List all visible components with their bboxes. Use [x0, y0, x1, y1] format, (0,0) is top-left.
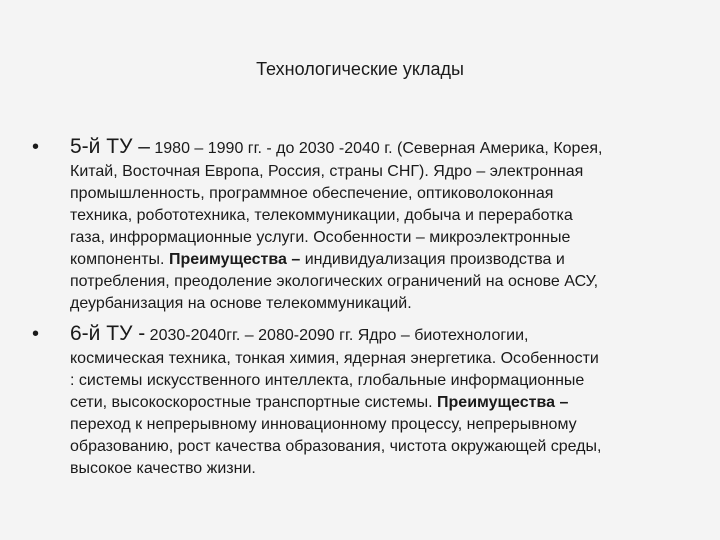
bullet-line-pre: компоненты.	[70, 251, 169, 268]
bullet-first-line	[70, 135, 602, 161]
bullet-line: техника, робототехника, телекоммуникации, добыча и переработка	[70, 207, 573, 224]
bullet-line-post: индивидуализация производства и	[300, 251, 565, 268]
bullet-icon: •	[32, 136, 40, 158]
advantages-label: Преимущества –	[168, 251, 301, 268]
bullet-body	[70, 161, 695, 315]
bullet-line: газа, инфрормационные услуги. Особенности – микроэлектронные	[70, 229, 571, 246]
bullet-lead: 6-й ТУ -	[70, 322, 146, 345]
bullet-line-pre: сети, высокоскоростные транспортные системы.	[70, 394, 438, 411]
bullet-line: промышленность, программное обеспечение, оптиковолоконная	[70, 185, 554, 202]
bullet-first-line	[70, 322, 529, 348]
bullet-lead: 5-й ТУ –	[70, 135, 150, 158]
bullet-line: высокое качество жизни.	[70, 460, 256, 477]
bullet-line: переход к непрерывному инновационному процессу, непрерывному	[70, 416, 577, 433]
bullet-first-line-text: 2030-2040гг. – 2080-2090 гг. Ядро – биотехнологии,	[145, 327, 529, 344]
bullet-body	[70, 348, 695, 480]
bullet-line: Китай, Восточная Европа, Россия, страны СНГ). Ядро – электронная	[70, 163, 584, 180]
bullet-line	[70, 392, 695, 414]
bullet-line: космическая техника, тонкая химия, ядерная энергетика. Особенности	[70, 350, 599, 367]
bullet-line: деурбанизация на основе телекоммуникаций.	[70, 295, 412, 312]
bullet-line: образованию, рост качества образования, чистота окружающей среды,	[70, 438, 602, 455]
advantages-label: Преимущества –	[437, 394, 569, 411]
slide-title: Технологические уклады	[256, 59, 464, 79]
bullet-first-line-text: 1980 – 1990 гг. - до 2030 -2040 г. (Северная Америка, Корея,	[149, 140, 603, 157]
bullet-line: потребления, преодоление экологических ограничений на основе АСУ,	[70, 273, 599, 290]
bullet-line	[70, 249, 695, 271]
bullet-icon: •	[32, 323, 40, 345]
bullet-line: : системы искусственного интеллекта, глобальные информационные	[70, 372, 585, 389]
